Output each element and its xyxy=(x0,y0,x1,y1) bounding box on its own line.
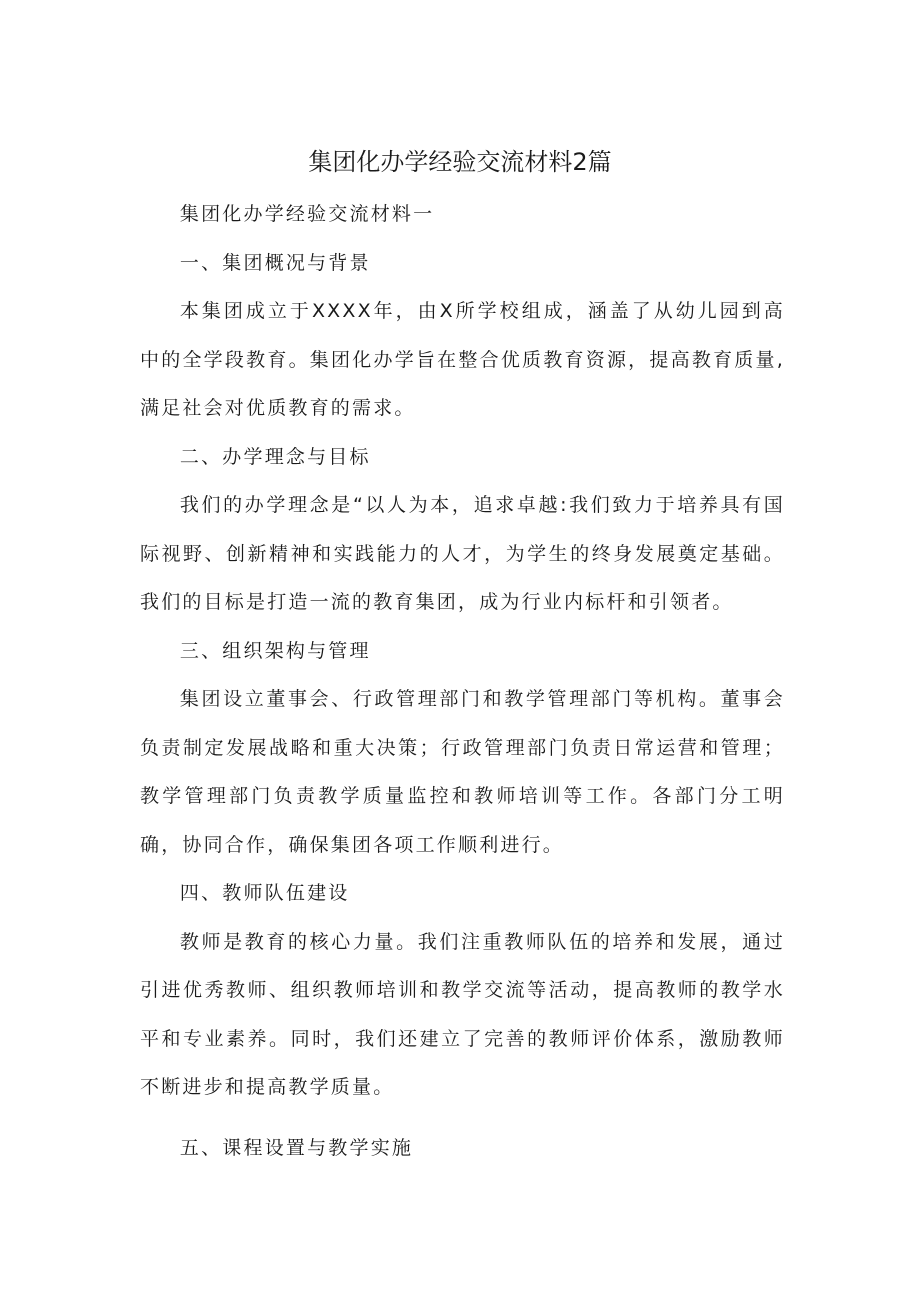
section-heading: 四、教师队伍建设 xyxy=(179,882,350,904)
section-paragraph: 本集团成立于XXXX年，由X所学校组成，涵盖了从幼儿园到高中的全学段教育。集团化办学旨在整合优质教育资源，提高教育质量,满足社会对优质教育的需求。 xyxy=(140,300,785,419)
section-heading: 二、办学理念与目标 xyxy=(179,445,371,468)
document-body xyxy=(140,190,785,1172)
section-paragraph: 我们的办学理念是“以人为本，追求卓越:我们致力于培养具有国际视野、创新精神和实践能力的人才，为学生的终身发展奠定基础。我们的目标是打造一流的教育集团，成为行业内标杆和引领者。 xyxy=(140,494,785,613)
section-paragraph: 集团设立董事会、行政管理部门和教学管理部门等机构。董事会负责制定发展战略和重大决策；行政管理部门负责日常运营和管理；教学管理部门负责教学质量监控和教师培训等工作。各部门分工明确，协同合作，确保集团各项工作顺利进行。 xyxy=(140,688,785,856)
section-heading: 五、课程设置与教学实施 xyxy=(179,1136,414,1159)
section-heading: 一、集团概况与背景 xyxy=(179,251,371,274)
document-title: 集团化办学经验交流材料2篇 xyxy=(308,148,612,176)
section-paragraph: 教师是教育的核心力量。我们注重教师队伍的培养和发展，通过引进优秀教师、组织教师培训和教学交流等活动，提高教师的教学水平和专业素养。同时，我们还建立了完善的教师评价体系，激励教师不断进步和提高教学质量。 xyxy=(140,930,785,1098)
section-heading: 三、组织架构与管理 xyxy=(179,639,371,662)
document-subtitle: 集团化办学经验交流材料一 xyxy=(179,203,435,225)
